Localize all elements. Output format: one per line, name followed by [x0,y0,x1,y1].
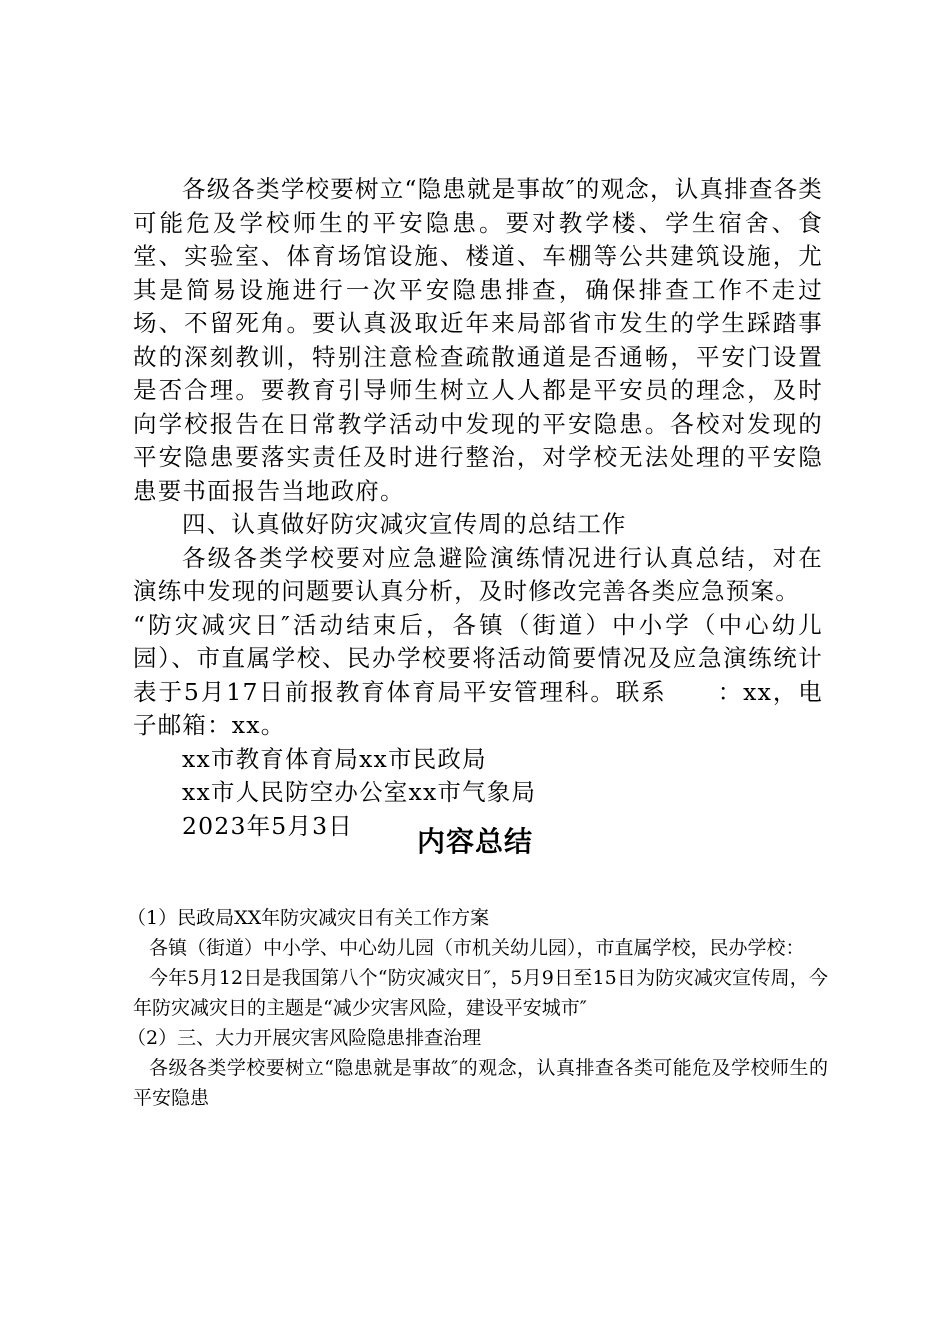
paragraph-report-deadline: “防灾减灾日″活动结束后，各镇（街道）中小学（中心幼儿园）、市直属学校、民办学校要将活动简要情况及应急演练统计表于5月17日前报教育体育局平安管理科。联系 ：xx，电子邮箱：xx。 [133,610,823,739]
paragraph-hazard-inspection: 各级各类学校要树立“隐患就是事故″的观念，认真排查各类可能危及学校师生的平安隐患。要对教学楼、学生宿舍、食堂、实验室、体育场馆设施、楼道、车棚等公共建筑设施，尤其是简易设施进行一次平安隐患排查，确保排查工作不走过场、不留死角。要认真汲取近年来局部省市发生的学生踩踏事故的深刻教训，特别注意检查疏散通道是否通畅，平安门设置是否合理。要教育引导师生树立人人都是平安员的理念，及时向学校报告在日常教学活动中发现的平安隐患。各校对发现的平安隐患要落实责任及时进行整治，对学校无法处理的平安隐患要书面报告当地政府。 [133,175,823,505]
section-heading-summary-work: 四、认真做好防灾减灾宣传周的总结工作 [182,510,627,538]
summary-item-1-line-2: 今年5月12日是我国第八个“防灾减灾日″，5月9日至15日为防灾减灾宣传周，今年防灾减灾日的主题是“减少灾害风险，建设平安城市″ [133,967,828,1019]
signature-line-1: xx市教育体育局xx市民政局 [182,744,487,773]
document-body [133,173,823,843]
signature-date: 2023年5月3日 [182,811,354,840]
paragraph-drill-summary: 各级各类学校要对应急避险演练情况进行认真总结，对在演练中发现的问题要认真分析，及时修改完善各类应急预案。 [133,543,823,605]
summary-title: 内容总结 [416,825,533,858]
summary-item-1-line-1: 各镇（街道）中小学、中心幼儿园（市机关幼儿园），市直属学校，民办学校： [149,937,805,959]
summary-item-2-line-1: 各级各类学校要树立“隐患就是事故″的观念，认真排查各类可能危及学校师生的平安隐患 [133,1057,828,1109]
summary-section [127,903,828,1113]
summary-item-1-heading: （1）民政局XX年防灾减灾日有关工作方案 [127,907,490,929]
summary-item-2-heading: （2）三、大力开展灾害风险隐患排查治理 [127,1027,482,1049]
signature-line-2: xx市人民防空办公室xx市气象局 [182,778,537,806]
